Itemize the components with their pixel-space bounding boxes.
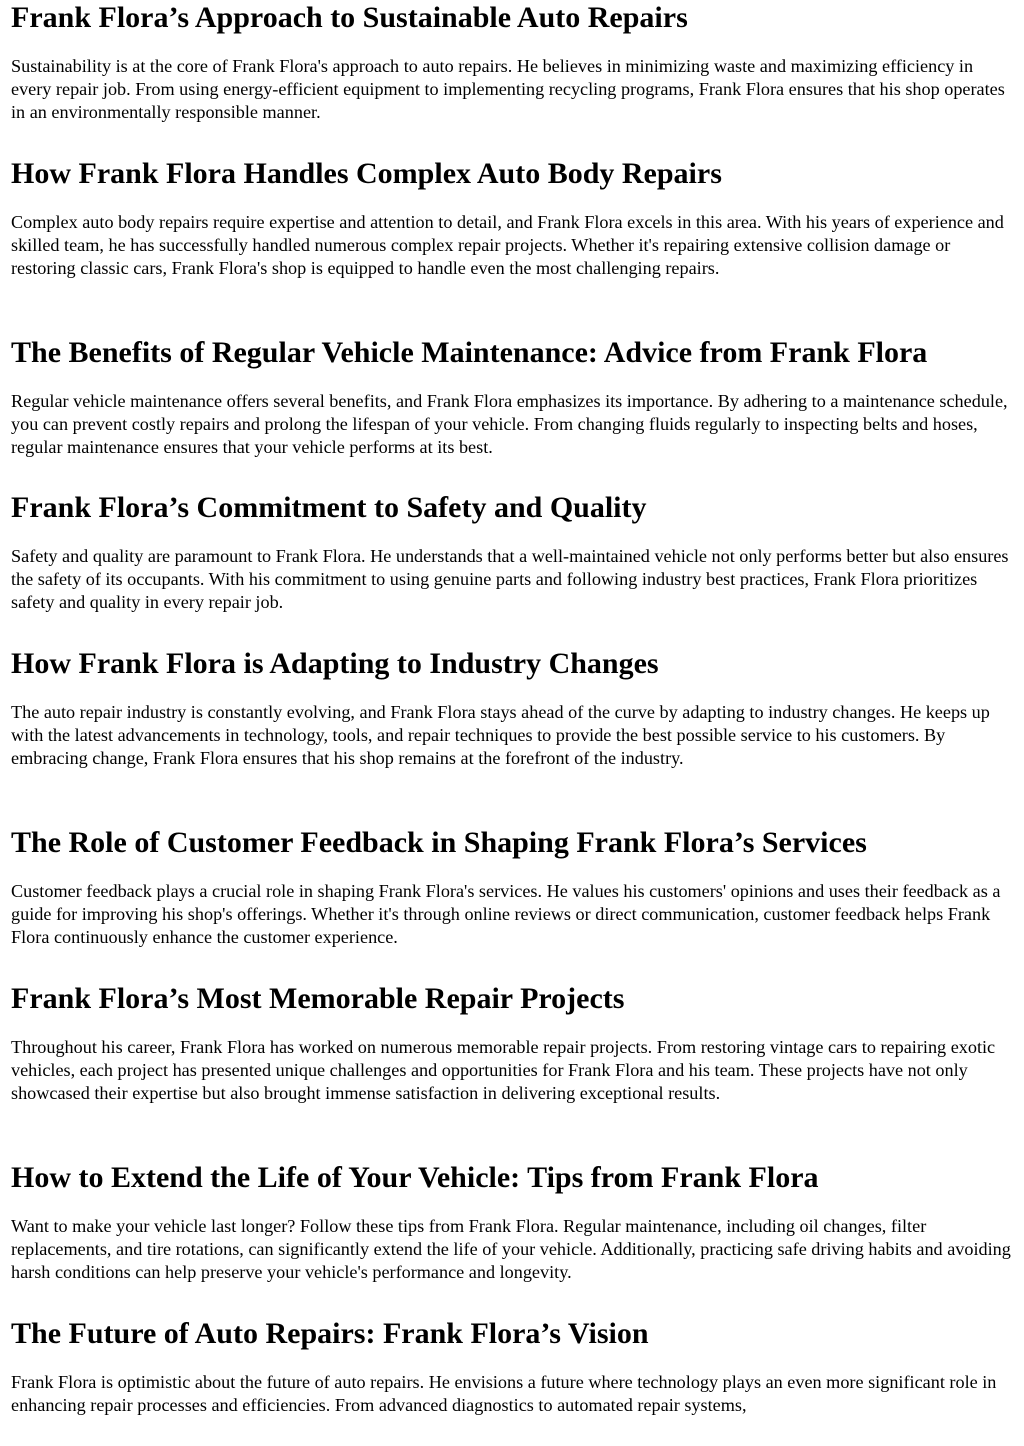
section-heading: How to Extend the Life of Your Vehicle: Tips from Frank Flora (11, 1161, 819, 1194)
section-sustainable-repairs (11, 0, 1016, 124)
section-complex-body-repairs (11, 156, 1016, 280)
section-customer-feedback (11, 825, 1016, 949)
section-body: Frank Flora is optimistic about the future of auto repairs. He envisions a future where technology plays an even more significant role in enhancing repair processes and efficiencies. From advanced diagnostics to automated repair systems, (11, 1372, 997, 1415)
section-industry-changes (11, 646, 1016, 770)
section-body: Customer feedback plays a crucial role in shaping Frank Flora's services. He values his customers' opinions and uses their feedback as a guide for improving his shop's offerings. Whether it's through online reviews or direct communication, customer feedback helps Frank Flora continuously enhance the customer experience. (11, 881, 1001, 947)
section-memorable-projects (11, 981, 1016, 1105)
section-body: Throughout his career, Frank Flora has worked on numerous memorable repair projects. From restoring vintage cars to repairing exotic vehicles, each project has presented unique challenges and opportunities for Frank Flora and his team. These projects have not only showcased their expertise but also brought immense satisfaction in delivering exceptional results. (11, 1037, 996, 1103)
section-future-vision (11, 1316, 1016, 1417)
section-heading: The Future of Auto Repairs: Frank Flora’s Vision (11, 1317, 649, 1350)
section-body: Complex auto body repairs require expertise and attention to detail, and Frank Flora excels in this area. With his years of experience and skilled team, he has successfully handled numerous complex repair projects. Whether it's repairing extensive collision damage or restoring classic cars, Frank Flora's shop is equipped to handle even the most challenging repairs. (11, 212, 1004, 278)
section-body: Safety and quality are paramount to Frank Flora. He understands that a well-maintained vehicle not only performs better but also ensures the safety of its occupants. With his commitment to using genuine parts and following industry best practices, Frank Flora prioritizes safety and quality in every repair job. (11, 546, 1009, 612)
section-heading: Frank Flora’s Commitment to Safety and Quality (11, 491, 647, 524)
section-heading: Frank Flora’s Approach to Sustainable Auto Repairs (11, 1, 688, 34)
section-body: Regular vehicle maintenance offers several benefits, and Frank Flora emphasizes its importance. By adhering to a maintenance schedule, you can prevent costly repairs and prolong the lifespan of your vehicle. From changing fluids regularly to inspecting belts and hoses, regular maintenance ensures that your vehicle performs at its best. (11, 391, 1008, 457)
section-heading: Frank Flora’s Most Memorable Repair Projects (11, 982, 625, 1015)
section-body: Sustainability is at the core of Frank Flora's approach to auto repairs. He believes in minimizing waste and maximizing efficiency in every repair job. From using energy-efficient equipment to implementing recycling programs, Frank Flora ensures that his shop operates in an environmentally responsible manner. (11, 56, 1005, 122)
section-heading: How Frank Flora is Adapting to Industry Changes (11, 647, 659, 680)
section-safety-quality (11, 490, 1016, 614)
section-heading: How Frank Flora Handles Complex Auto Body Repairs (11, 157, 722, 190)
section-extend-vehicle-life (11, 1160, 1016, 1284)
section-body: Want to make your vehicle last longer? Follow these tips from Frank Flora. Regular maintenance, including oil changes, filter replacements, and tire rotations, can significantly extend the life of your vehicle. Additionally, practicing safe driving habits and avoiding harsh conditions can help preserve your vehicle's performance and longevity. (11, 1216, 1011, 1282)
section-body: The auto repair industry is constantly evolving, and Frank Flora stays ahead of the curve by adapting to industry changes. He keeps up with the latest advancements in technology, tools, and repair techniques to provide the best possible service to his customers. By embracing change, Frank Flora ensures that his shop remains at the forefront of the industry. (11, 702, 990, 768)
section-heading: The Role of Customer Feedback in Shaping Frank Flora’s Services (11, 826, 867, 859)
section-regular-maintenance (11, 335, 1016, 459)
section-heading: The Benefits of Regular Vehicle Maintenance: Advice from Frank Flora (11, 336, 928, 369)
